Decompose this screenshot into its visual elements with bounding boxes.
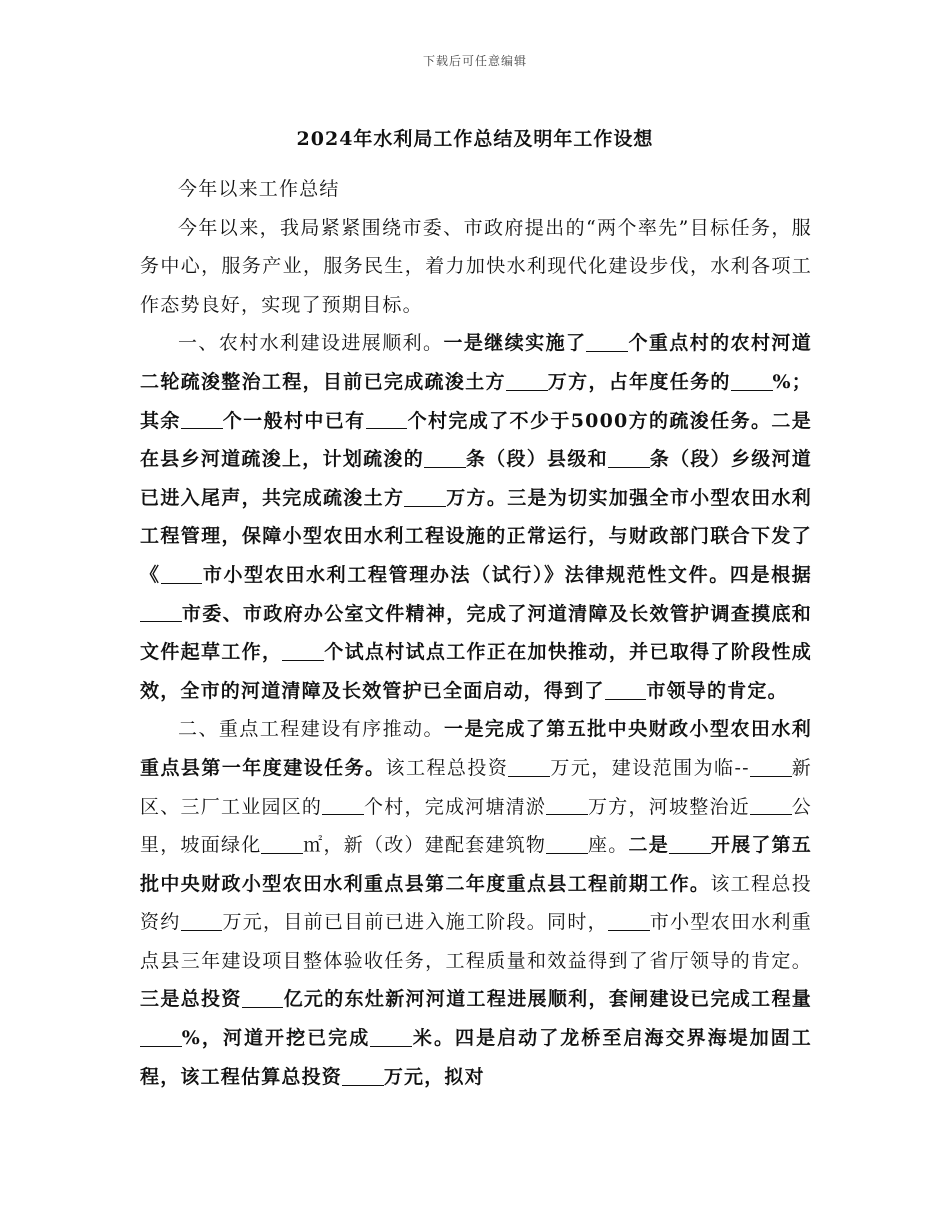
fill-blank [181,409,223,429]
fill-blank [404,487,446,507]
fill-blank [546,795,588,815]
document-body [140,170,812,1096]
fill-blank [370,1027,412,1047]
fill-blank [731,371,773,391]
paragraph-heading: 二、重点工程建设有序推动。 [178,718,444,741]
fill-blank [261,834,303,854]
header-note: 下载后可任意编辑 [422,54,527,68]
fill-blank [750,757,792,777]
fill-blank [750,795,792,815]
intro-paragraph: 今年以来，我局紧紧围绕市委、市政府提出的“两个率先”目标任务，服务中心，服务产业，服务民生，着力加快水利现代化建设步伐，水利各项工作态势良好，实现了预期目标。 [140,216,812,316]
section-heading: 今年以来工作总结 [178,178,340,200]
fill-blank [508,757,550,777]
fill-blank [322,795,364,815]
fill-blank [140,602,182,622]
document-title: 2024年水利局工作总结及明年工作设想 [296,128,654,150]
fill-blank [506,371,548,391]
paragraph-rural-water: 一、农村水利建设进展顺利。一是继续实施了 个重点村的农村河道二轮疏浚整治工程，目前已完成疏浚土方 万方，占年度任务的 %；其余 个一般村中已有 个村完成了不少于5000方的疏浚任务。二是在县乡河道疏浚上，计划疏浚的 条（段）县级和 条（段）乡级河道已进入尾声，共完成疏浚土方 万方。三是为切实加强全市小型农田水利工程管理，保障小型农田水利工程设施的正常运行，与财政部门联合下发了《 市小型农田水利工程管理办法（试行）》法律规范性文件。四是根据市委、市政府办公室文件精神，完成了河道清障及长效管护调查摸底和文件起草工作， 个试点村试点工作正在加快推动，并已取得了阶段性成效，全市的河道清障及长效管护已全面启动，得到了 市领导的肯定。 [140,332,812,702]
fill-blank [586,332,628,352]
fill-blank [282,641,324,661]
paragraph-heading: 一、农村水利建设进展顺利。 [178,332,444,355]
fill-blank [366,409,408,429]
fill-blank [242,988,284,1008]
paragraph-key-projects: 二、重点工程建设有序推动。一是完成了第五批中央财政小型农田水利重点县第一年度建设任务。该工程总投资 万元，建设范围为临-- 新区、三厂工业园区的 个村，完成河塘清淤 万方，河坡整治近 公里，坡面绿化 ㎡，新（改）建配套建筑物 座。二是 开展了第五批中央财政小型农田水利重点县第二年度重点县工程前期工作。该工程总投资约 万元，目前已目前已进入施工阶段。同时， 市小型农田水利重点县三年建设项目整体验收任务，工程质量和效益得到了省厅领导的肯定。三是总投资 亿元的东灶新河河道工程进展顺利，套闸建设已完成工程量%，河道开挖已完成 米。四是启动了龙桥至启海交界海堤加固工程，该工程估算总投资 万元，拟对 [140,718,813,1088]
fill-blank [669,834,711,854]
fill-blank [608,911,650,931]
fill-blank [608,448,650,468]
fill-blank [605,680,647,700]
fill-blank [181,911,223,931]
fill-blank [546,834,588,854]
fill-blank [140,1027,182,1047]
fill-blank [161,564,203,584]
fill-blank [342,1066,384,1086]
fill-blank [424,448,466,468]
